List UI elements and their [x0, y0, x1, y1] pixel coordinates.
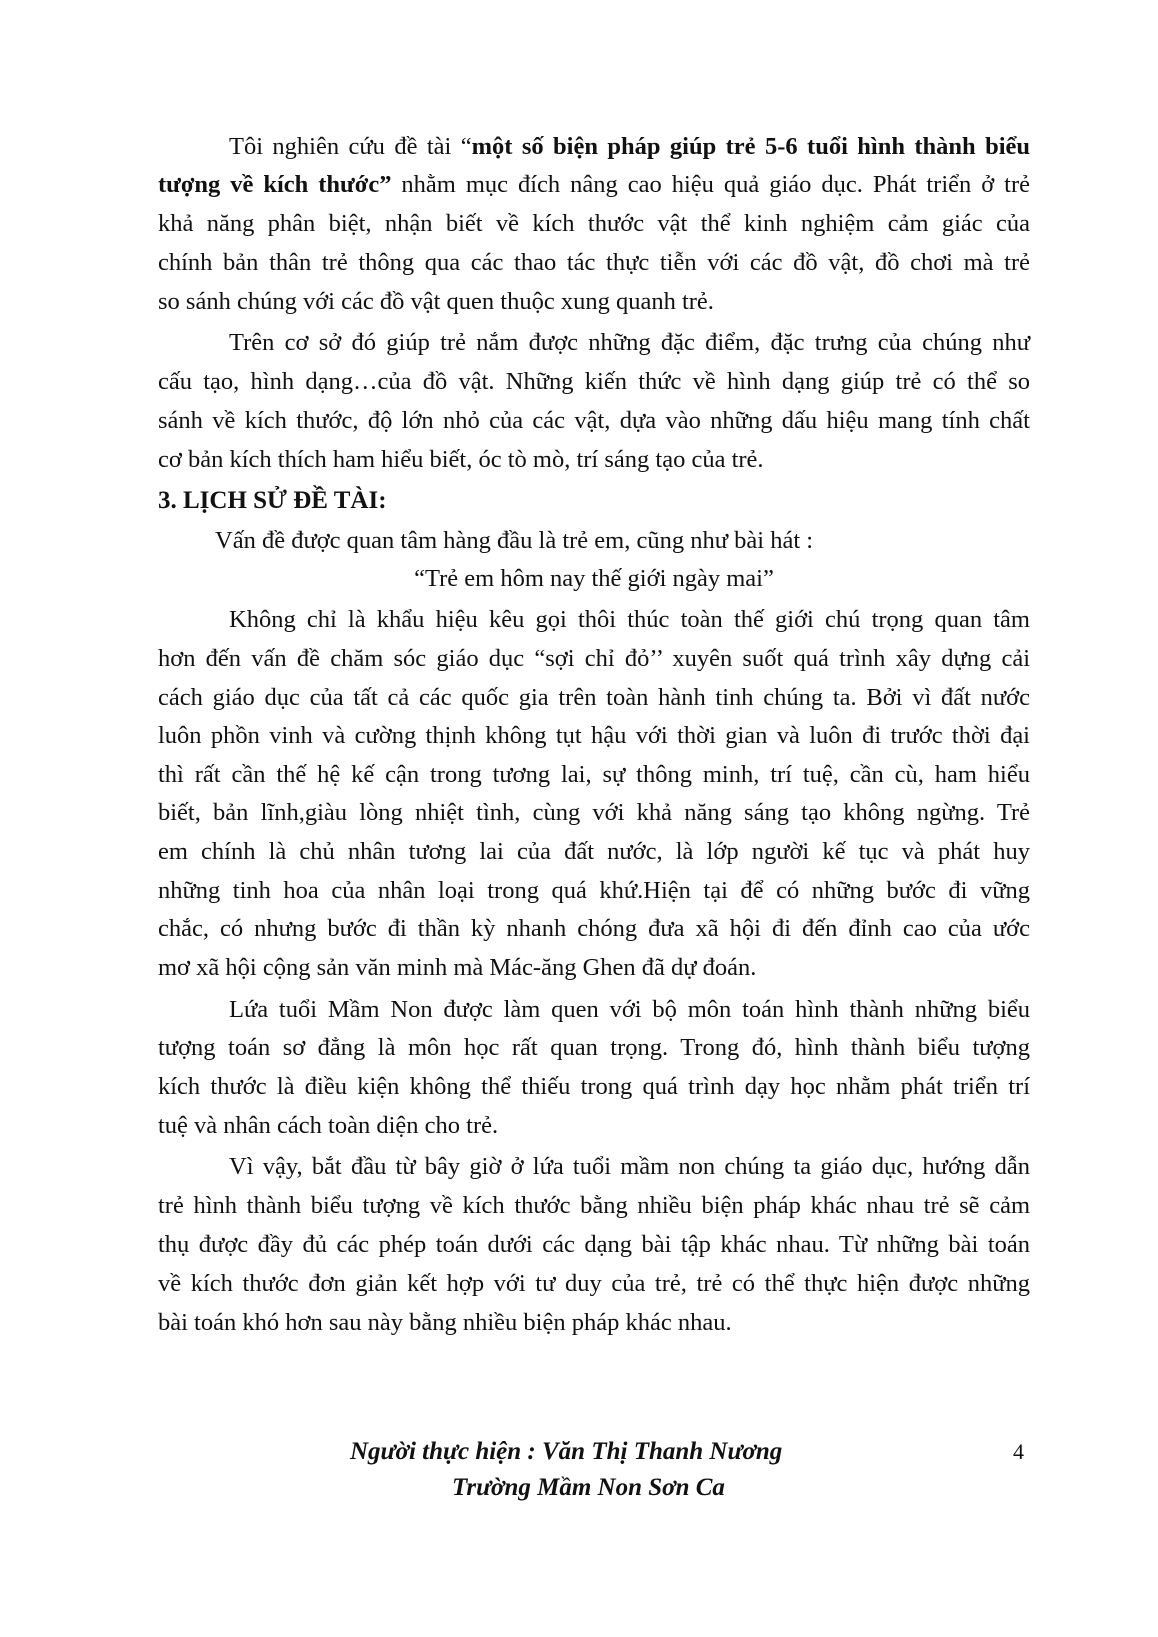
paragraph-4-line-1: Lứa tuổi Mầm Non được làm quen với bộ môn toán hình thành những biểu [229, 996, 1030, 1023]
paragraph-1-line-3: khả năng phân biệt, nhận biết về kích thước vật thể kinh nghiệm cảm giác của [158, 210, 1030, 237]
paragraph-1-line-4: chính bản thân trẻ thông qua các thao tác thực tiễn với các đồ vật, đồ chơi mà trẻ [158, 249, 1030, 276]
section-heading: 3. LỊCH SỬ ĐỀ TÀI: [158, 487, 387, 514]
bold-topic-title: một số biện pháp giúp trẻ 5-6 tuổi hình thành biểu [471, 133, 1031, 160]
paragraph-5-line-4: về kích thước đơn giản kết hợp với tư duy của trẻ, trẻ có thể thực hiện được những [158, 1270, 1030, 1297]
song-quote: “Trẻ em hôm nay thế giới ngày mai” [414, 565, 774, 592]
paragraph-3-line-4: luôn phồn vinh và cường thịnh không tụt hậu với thời gian và luôn đi trước thời đại [158, 722, 1030, 749]
bold-topic-title: tượng về kích thước” [158, 171, 392, 198]
paragraph-2-line-1: Trên cơ sở đó giúp trẻ nắm được những đặc điểm, đặc trưng của chúng như [229, 329, 1030, 356]
paragraph-1-line-1 [229, 132, 1030, 162]
paragraph-4-line-4: tuệ và nhân cách toàn diện cho trẻ. [158, 1112, 499, 1139]
paragraph-1-line-2 [158, 170, 1030, 200]
paragraph-3-line-5: thì rất cần thế hệ kế cận trong tương lai, sự thông minh, trí tuệ, cần cù, ham hiểu [158, 761, 1030, 788]
paragraph-2-line-3: sánh về kích thước, độ lớn nhỏ của các vật, dựa vào những dấu hiệu mang tính chất [158, 407, 1030, 434]
footer-author: Người thực hiện : Văn Thị Thanh Nương [350, 1438, 783, 1465]
paragraph-2-line-2: cấu tạo, hình dạng…của đồ vật. Những kiến thức về hình dạng giúp trẻ có thể so [158, 368, 1030, 395]
paragraph-3-line-10: mơ xã hội cộng sản văn minh mà Mác-ăng Ghen đã dự đoán. [158, 954, 757, 981]
footer-school: Trường Mầm Non Sơn Ca [452, 1474, 725, 1501]
paragraph-3-line-6: biết, bản lĩnh,giàu lòng nhiệt tình, cùng với khả năng sáng tạo không ngừng. Trẻ [158, 799, 1030, 826]
paragraph-4-line-2: tượng toán sơ đẳng là môn học rất quan trọng. Trong đó, hình thành biểu tượng [158, 1034, 1030, 1061]
page-number: 4 [1013, 1439, 1024, 1464]
paragraph-5-line-5: bài toán khó hơn sau này bằng nhiều biện pháp khác nhau. [158, 1309, 732, 1336]
paragraph-3-line-1: Không chỉ là khẩu hiệu kêu gọi thôi thúc toàn thế giới chú trọng quan tâm [229, 606, 1030, 633]
paragraph-1-line-5: so sánh chúng với các đồ vật quen thuộc xung quanh trẻ. [158, 288, 714, 315]
paragraph-4-line-3: kích thước là điều kiện không thể thiếu trong quá trình dạy học nhằm phát triển trí [158, 1073, 1030, 1100]
intro-line: Vấn đề được quan tâm hàng đầu là trẻ em, cũng như bài hát : [215, 527, 814, 554]
paragraph-5-line-2: trẻ hình thành biểu tượng về kích thước bằng nhiều biện pháp khác nhau trẻ sẽ cảm [158, 1192, 1030, 1219]
paragraph-3-line-9: chắc, có nhưng bước đi thần kỳ nhanh chóng đưa xã hội đi đến đỉnh cao của ước [158, 915, 1030, 942]
text-run: nhằm mục đích nâng cao hiệu quả giáo dục. Phát triển ở trẻ [391, 171, 1030, 198]
text-run: Tôi nghiên cứu đề tài “ [229, 133, 472, 160]
paragraph-5-line-3: thụ được đầy đủ các phép toán dưới các dạng bài tập khác nhau. Từ những bài toán [158, 1231, 1030, 1258]
paragraph-5-line-1: Vì vậy, bắt đầu từ bây giờ ở lứa tuổi mầm non chúng ta giáo dục, hướng dẫn [229, 1153, 1030, 1180]
paragraph-3-line-3: cách giáo dục của tất cả các quốc gia trên toàn hành tinh chúng ta. Bởi vì đất nước [158, 684, 1030, 711]
paragraph-3-line-7: em chính là chủ nhân tương lai của đất nước, là lớp người kế tục và phát huy [158, 838, 1030, 865]
paragraph-3-line-2: hơn đến vấn đề chăm sóc giáo dục “sợi chỉ đỏ’’ xuyên suốt quá trình xây dựng cải [158, 645, 1030, 672]
paragraph-3-line-8: những tinh hoa của nhân loại trong quá khứ.Hiện tại để có những bước đi vững [158, 877, 1030, 904]
paragraph-2-line-4: cơ bản kích thích ham hiểu biết, óc tò mò, trí sáng tạo của trẻ. [158, 446, 764, 473]
